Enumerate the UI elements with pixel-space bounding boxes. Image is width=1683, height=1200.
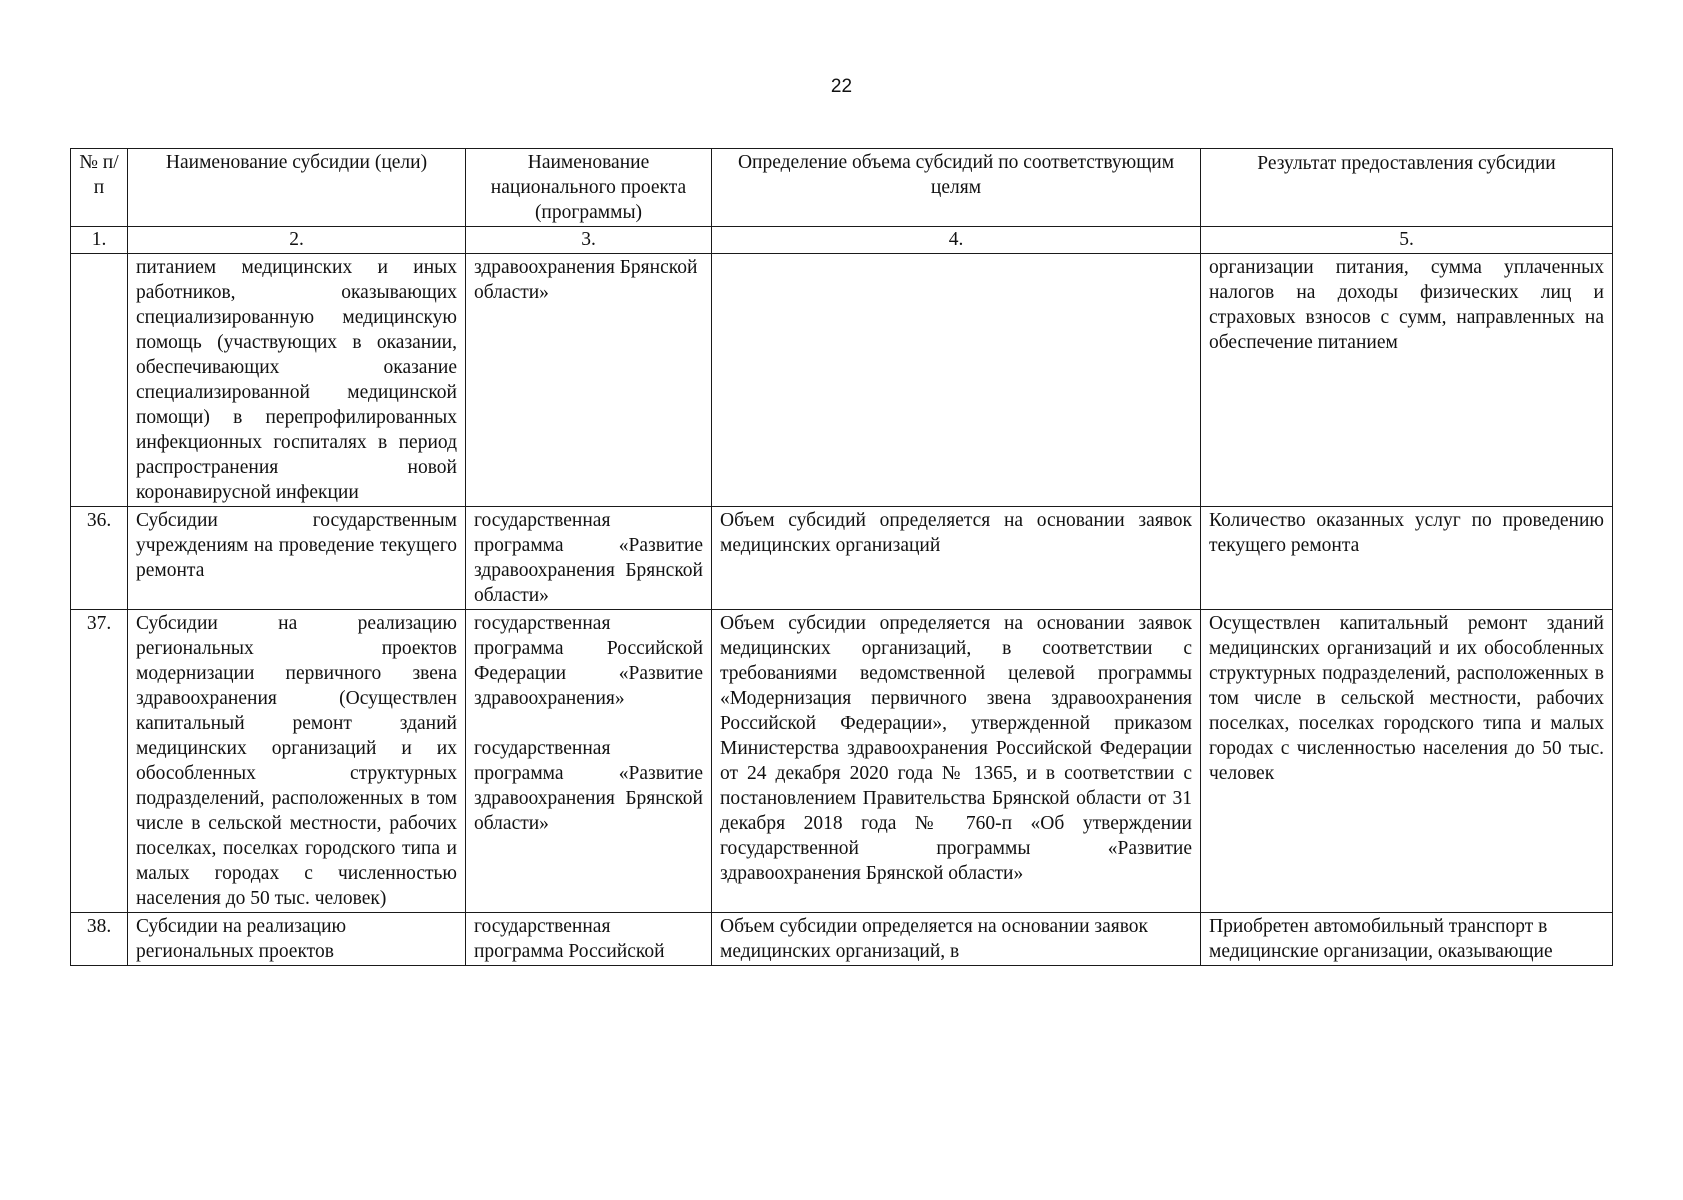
- subsidies-table: [70, 148, 1613, 966]
- subsidy-name-cell: Субсидии на реализацию региональных проектов модернизации первичного звена здравоохранения (Осуществлен капитальный ремонт зданий медицинских организаций и их обособленных структурных подразделений, расположенных в том числе в сельской местности, рабочих поселках, поселках городского типа и малых городах с численностью населения до 50 тыс. человек): [128, 610, 466, 913]
- program-text: государственная программа «Развитие здравоохранения Брянской области»: [474, 510, 703, 606]
- result-cell: Приобретен автомобильный транспорт в медицинские организации, оказывающие: [1201, 913, 1613, 966]
- volume-cell: Объем субсидии определяется на основании заявок медицинских организаций, в: [712, 913, 1201, 966]
- column-numbers-row: [71, 227, 1613, 254]
- table-row: [71, 913, 1613, 966]
- column-number-3: 3.: [466, 227, 712, 254]
- subsidy-name-cell: Субсидии на реализацию региональных проектов: [128, 913, 466, 966]
- header-volume-definition: Определение объема субсидий по соответствующим целям: [712, 149, 1201, 227]
- header-project-name: Наименование национального проекта (программы): [466, 149, 712, 227]
- program-text: здравоохранения Брянской области»: [474, 257, 698, 303]
- header-number: № п/п: [71, 149, 128, 227]
- table-row: [71, 507, 1613, 610]
- row-number: 38.: [71, 913, 128, 966]
- page-number: 22: [830, 76, 853, 97]
- subsidy-name-cell: Субсидии государственным учреждениям на проведение текущего ремонта: [128, 507, 466, 610]
- subsidy-name-cell: питанием медицинских и иных работников, оказывающих специализированную медицинскую помощь (участвующих в оказании, обеспечивающих оказание специализированной медицинской помощи) в перепрофилированных инфекционных госпиталях в период распространения новой коронавирусной инфекции: [128, 254, 466, 507]
- row-number: 36.: [71, 507, 128, 610]
- volume-cell: [712, 254, 1201, 507]
- program-text: государственная программа «Развитие здравоохранения Брянской области»: [474, 738, 703, 834]
- program-cell: [466, 254, 712, 507]
- result-cell: организации питания, сумма уплаченных налогов на доходы физических лиц и страховых взносов с сумм, направленных на обеспечение питанием: [1201, 254, 1613, 507]
- table-row: [71, 610, 1613, 913]
- program-cell: [466, 507, 712, 610]
- header-result: Результат предоставления субсидии: [1201, 149, 1613, 227]
- column-number-1: 1.: [71, 227, 128, 254]
- table-header-row: [71, 149, 1613, 227]
- table-row: [71, 254, 1613, 507]
- volume-cell: Объем субсидии определяется на основании заявок медицинских организаций, в соответствии с требованиями ведомственной целевой программы «Модернизация первичного звена здравоохранения Российской Федерации», утвержденной приказом Министерства здравоохранения Российской Федерации от 24 декабря 2020 года № 1365, и в соответствии с постановлением Правительства Брянской области от 31 декабря 2018 года № 760-п «Об утверждении государственной программы «Развитие здравоохранения Брянской области»: [712, 610, 1201, 913]
- program-cell: [466, 913, 712, 966]
- program-text: государственная программа Российской Федерации «Развитие здравоохранения»: [474, 613, 703, 709]
- header-subsidy-name: Наименование субсидии (цели): [128, 149, 466, 227]
- program-cell: [466, 610, 712, 913]
- column-number-5: 5.: [1201, 227, 1613, 254]
- program-text: государственная программа Российской: [474, 916, 665, 962]
- column-number-4: 4.: [712, 227, 1201, 254]
- row-number: [71, 254, 128, 507]
- result-cell: Осуществлен капитальный ремонт зданий медицинских организаций и их обособленных структурных подразделений, расположенных в том числе в сельской местности, рабочих поселках, поселках городского типа и малых городах с численностью населения до 50 тыс. человек: [1201, 610, 1613, 913]
- row-number: 37.: [71, 610, 128, 913]
- volume-cell: Объем субсидий определяется на основании заявок медицинских организаций: [712, 507, 1201, 610]
- column-number-2: 2.: [128, 227, 466, 254]
- result-cell: Количество оказанных услуг по проведению текущего ремонта: [1201, 507, 1613, 610]
